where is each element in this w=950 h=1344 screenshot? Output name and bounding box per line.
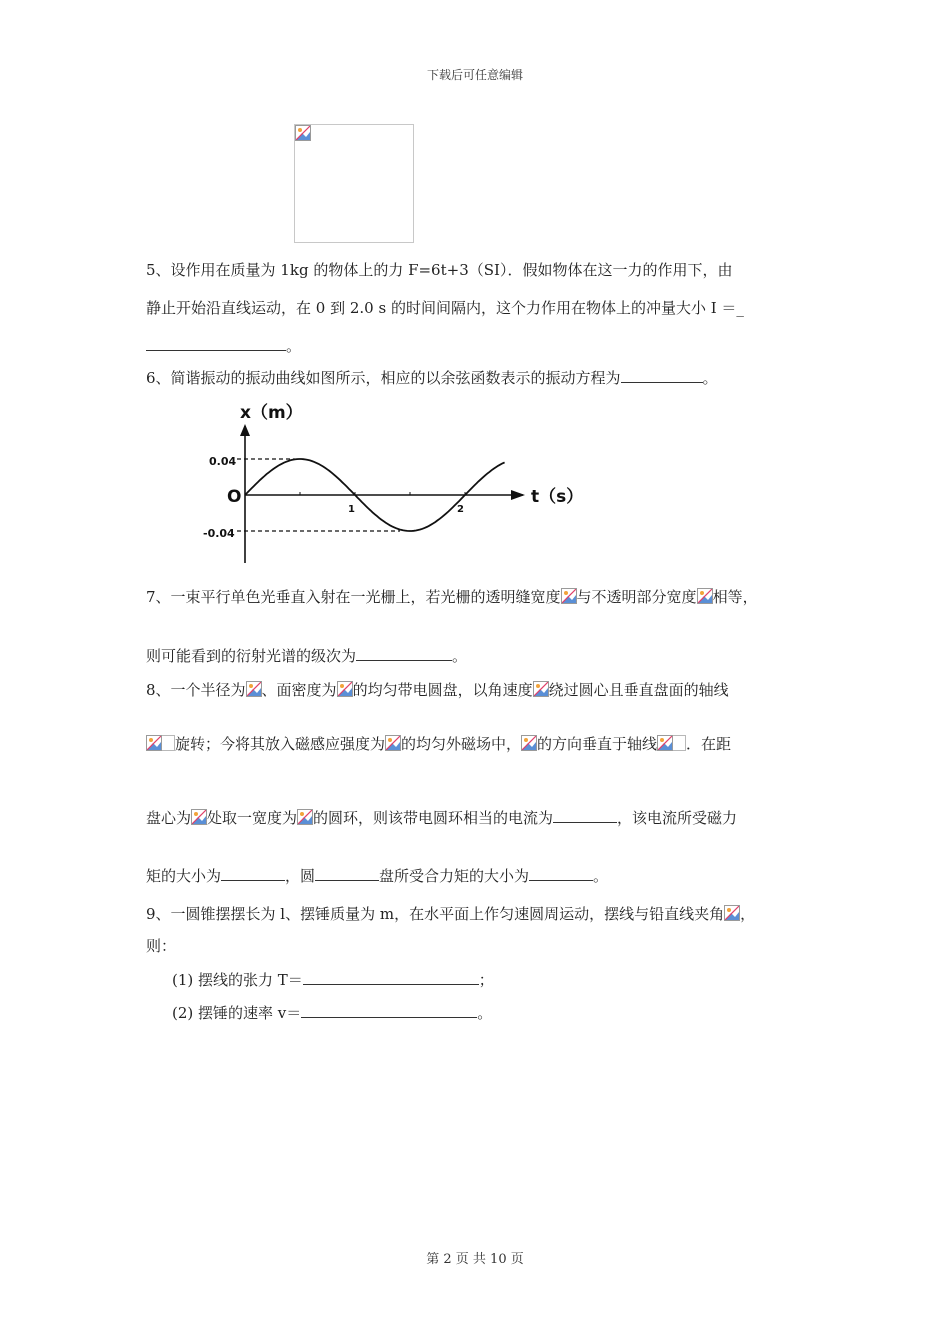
q8-line3 [146,808,737,828]
answer-blank[interactable] [529,866,593,881]
image-frame [673,735,686,751]
q9-part2 [172,1003,492,1023]
q7-line2-text: 则可能看到的衍射光谱的级次为 [146,647,357,665]
q6-end: 。 [702,369,718,387]
answer-blank[interactable] [356,646,452,661]
broken-image-icon [295,125,311,141]
broken-image-icon [561,588,577,604]
broken-image-icon [337,681,353,697]
q8-l3-b: 处取一宽度为 [207,809,298,827]
answer-blank[interactable] [553,808,617,823]
q9-l1: 9、一圆锥摆摆长为 l、摆锤质量为 m，在水平面上作匀速圆周运动，摆线与铅直线夹角 [146,905,725,923]
x-tick-2-label: 2 [457,504,464,515]
q8-l2-b: 的均匀外磁场中， [401,735,522,753]
q8-l1-a: 8、一个半径为 [146,681,246,699]
q7-line1 [146,587,758,607]
page-header: 下载后可任意编辑 [426,68,523,82]
q8-l1-c: 的均匀带电圆盘，以角速度 [352,681,533,699]
q5-line3-end: 。 [286,337,302,355]
q8-l3-c: 的圆环，则该带电圆环相当的电流为 [313,809,554,827]
broken-image-icon [724,905,740,921]
broken-image-icon [246,681,262,697]
q9-part1 [172,970,494,990]
y-axis-arrow [240,424,250,436]
answer-blank[interactable] [621,368,703,383]
answer-blank[interactable] [315,866,379,881]
q8-line2 [146,734,731,754]
x-axis-arrow [511,490,525,500]
q9-l1-end: ， [740,905,756,923]
q7-line2-end: 。 [452,647,468,665]
q7-line1-b: 与不透明部分宽度 [576,588,697,606]
oscillation-graph [195,398,595,573]
y-tick-top-label: 0.04 [209,455,237,468]
q8-l4-a: 矩的大小为 [146,867,222,885]
q6-text [146,368,718,388]
origin-label: O [227,487,242,507]
q9-line2: 则： [146,937,177,955]
q9-p2-text: (2) 摆锤的速率 v＝ [172,1004,302,1022]
q6-question: 6、简谐振动的振动曲线如图所示，相应的以余弦函数表示的振动方程为 [146,369,621,387]
q7-line1-a: 7、一束平行单色光垂直入射在一光栅上，若光栅的透明缝宽度 [146,588,561,606]
q5-line2: 静止开始沿直线运动，在 0 到 2.0 s 的时间间隔内，这个力作用在物体上的冲量大小 I ＝_ [146,299,744,317]
q8-l4-d: 。 [593,867,609,885]
broken-image-icon [297,809,313,825]
q8-l2-d: ．在距 [686,735,732,753]
answer-blank[interactable] [146,336,286,351]
q8-l3-d: ，该电流所受磁力 [617,809,738,827]
broken-image-icon [521,735,537,751]
q9-p1-text: (1) 摆线的张力 T＝ [172,971,303,989]
q8-line1 [146,680,729,700]
broken-image-icon [385,735,401,751]
q7-line2 [146,646,467,666]
x-tick-1-label: 1 [348,504,355,515]
broken-image-icon [657,735,673,751]
q8-l1-b: 、面密度为 [261,681,337,699]
y-tick-bottom-label: -0.04 [203,527,235,540]
x-axis-label: t（s） [531,487,584,507]
figure-placeholder-frame [294,124,414,243]
answer-blank[interactable] [301,1003,477,1018]
q8-line4 [146,866,608,886]
q8-l2-a: 旋转；今将其放入磁感应强度为 [175,735,386,753]
q5-line3 [146,336,301,356]
q8-l4-b: ，圆 [285,867,316,885]
image-frame [162,735,175,751]
q8-l2-c: 的方向垂直于轴线 [537,735,658,753]
answer-blank[interactable] [303,970,479,985]
q7-line1-c: 相等， [712,588,758,606]
broken-image-icon [191,809,207,825]
broken-image-icon [697,588,713,604]
q8-l4-c: 盘所受合力矩的大小为 [379,867,530,885]
answer-blank[interactable] [221,866,285,881]
q5-line1: 5、设作用在质量为 1kg 的物体上的力 F=6t+3（SI）．假如物体在这一力的作用下，由 [146,261,733,279]
broken-image-icon [533,681,549,697]
q9-p1-end: ； [478,971,494,989]
q9-p2-end: 。 [477,1004,493,1022]
broken-image-icon [146,735,162,751]
q8-l3-a: 盘心为 [146,809,192,827]
q8-l1-d: 绕过圆心且垂直盘面的轴线 [548,681,729,699]
page-footer: 第 2 页 共 10 页 [426,1252,524,1267]
q9-line1 [146,904,755,924]
y-axis-label: x（m） [240,403,303,423]
